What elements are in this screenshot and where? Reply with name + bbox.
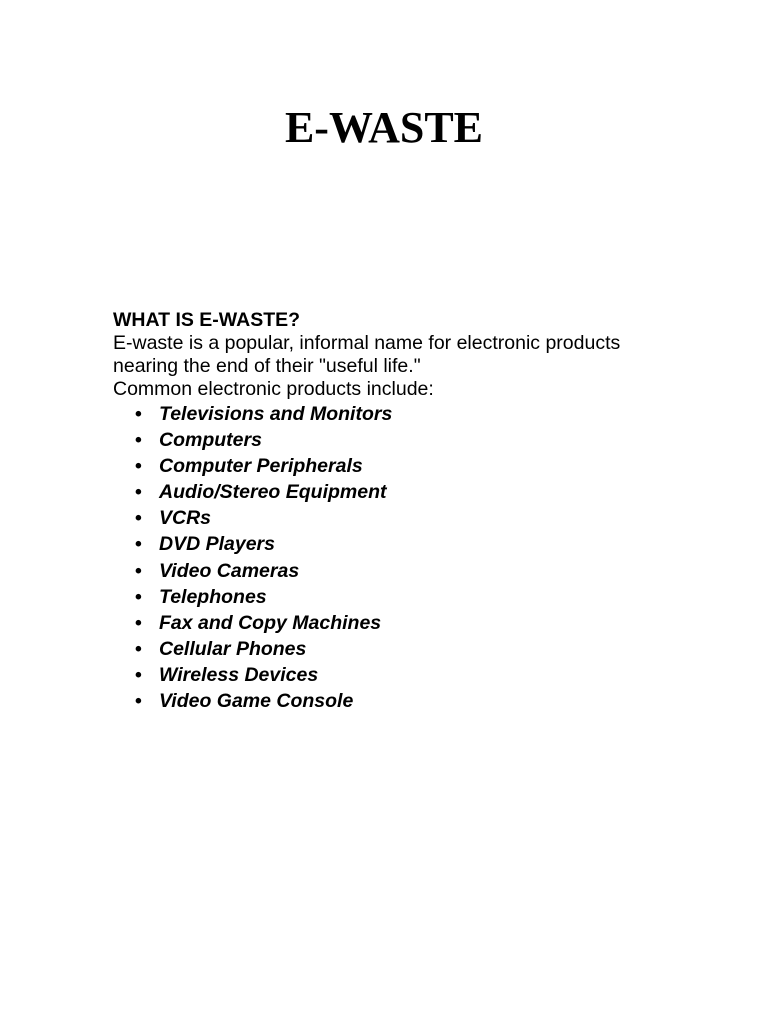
- product-label: Video Cameras: [159, 559, 300, 582]
- bullet-icon: •: [135, 559, 142, 582]
- product-label: DVD Players: [159, 533, 275, 556]
- section-heading: WHAT IS E-WASTE?: [113, 309, 301, 331]
- list-item: [113, 636, 713, 662]
- list-item: [113, 505, 713, 531]
- product-label: Audio/Stereo Equipment: [159, 481, 387, 504]
- bullet-icon: •: [135, 611, 142, 634]
- document-body: [113, 309, 713, 714]
- list-item: [113, 688, 713, 714]
- bullet-icon: •: [135, 637, 142, 660]
- list-item: [113, 479, 713, 505]
- definition-line-2: nearing the end of their "useful life.": [113, 355, 421, 377]
- product-label: Fax and Copy Machines: [159, 611, 382, 634]
- list-item: [113, 662, 713, 688]
- bullet-icon: •: [135, 690, 142, 713]
- product-label: VCRs: [159, 507, 212, 530]
- bullet-icon: •: [135, 585, 142, 608]
- list-item: [113, 558, 713, 584]
- product-label: Wireless Devices: [159, 663, 319, 686]
- list-item: [113, 531, 713, 557]
- bullet-icon: •: [135, 403, 142, 425]
- product-label: Computers: [159, 429, 262, 452]
- product-label: Telephones: [159, 585, 267, 608]
- bullet-icon: •: [135, 533, 142, 556]
- bullet-icon: •: [135, 429, 142, 452]
- list-item: [113, 584, 713, 610]
- bullet-icon: •: [135, 663, 142, 686]
- list-intro: Common electronic products include:: [113, 378, 434, 400]
- bullet-icon: •: [135, 455, 142, 478]
- bullet-icon: •: [135, 481, 142, 504]
- product-list: [113, 401, 713, 714]
- product-label: Televisions and Monitors: [159, 403, 393, 425]
- list-item: [113, 610, 713, 636]
- list-item: [113, 427, 713, 453]
- product-label: Cellular Phones: [159, 637, 307, 660]
- product-label: Video Game Console: [159, 690, 354, 713]
- list-item: [113, 401, 713, 427]
- product-label: Computer Peripherals: [159, 455, 363, 478]
- bullet-icon: •: [135, 507, 142, 530]
- list-item: [113, 453, 713, 479]
- page-title: E-WASTE: [284, 103, 484, 152]
- definition-line-1: E-waste is a popular, informal name for electronic products: [113, 332, 621, 354]
